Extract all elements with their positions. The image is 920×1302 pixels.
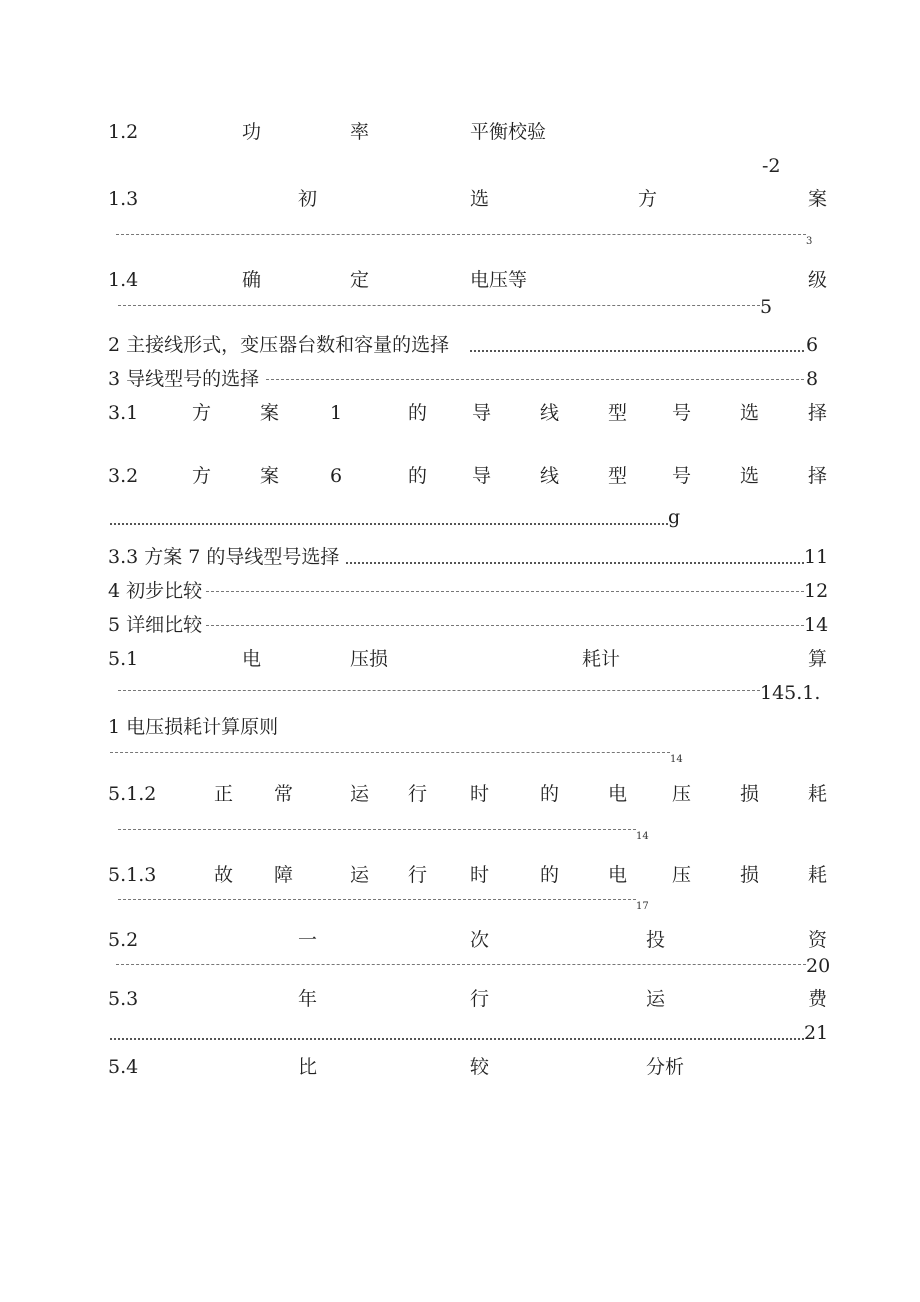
toc-entry-5-1-1-page: 14	[670, 754, 683, 765]
toc-entry-5-2-text: 投	[646, 929, 666, 951]
toc-entry-5-1-3-text: 损	[740, 864, 760, 886]
toc-entry-5-1-3-page: 17	[636, 901, 649, 912]
toc-entry-1-3-page: 3	[806, 236, 813, 247]
toc-entry-1-3-text: 案	[808, 188, 828, 210]
toc-entry-3-2-text: 案	[260, 465, 280, 487]
toc-entry-5-1-2-text: 压	[672, 783, 692, 805]
toc-entry-3-2-text: 方	[192, 465, 212, 487]
toc-entry-5-1-2-text: 正	[214, 783, 234, 805]
toc-entry-5-3-text: 行	[470, 988, 490, 1010]
toc-entry-2-text: 2 主接线形式，变压器台数和容量的选择	[108, 334, 450, 356]
toc-entry-5-4-text: 分析	[646, 1056, 685, 1078]
toc-entry-5-3-page: 21	[804, 1022, 829, 1044]
toc-entry-5-1-2-text: 运	[350, 783, 370, 805]
toc-entry-3-1-text: 择	[808, 402, 828, 424]
toc-entry-5-1-3-text: 行	[408, 864, 428, 886]
toc-entry-5-1-2-number: 5.1.2	[108, 783, 157, 805]
toc-entry-5-1-3-text: 耗	[808, 864, 828, 886]
toc-leader	[118, 305, 760, 306]
toc-entry-1-3-text: 方	[638, 188, 658, 210]
toc-entry-3-1-number: 3.1	[108, 402, 139, 424]
toc-entry-5-3-text: 年	[298, 988, 318, 1010]
toc-entry-1-4-page: 5	[760, 296, 773, 318]
toc-entry-3-page: 8	[806, 368, 819, 390]
toc-entry-5-2-page: 20	[806, 955, 831, 977]
toc-leader	[110, 523, 668, 525]
toc-entry-5-1-text: 电	[242, 648, 262, 670]
toc-entry-5-4-text: 较	[470, 1056, 490, 1078]
toc-entry-3-2-page: g	[668, 506, 681, 528]
toc-entry-5-2-text: 资	[808, 929, 828, 951]
toc-entry-3-1-text: 型	[608, 402, 628, 424]
toc-leader	[266, 379, 804, 380]
toc-entry-5-1-2-text: 时	[470, 783, 490, 805]
toc-entry-1-2-text: 功	[242, 121, 262, 143]
toc-entry-3-2-text: 择	[808, 465, 828, 487]
toc-entry-2-page: 6	[806, 334, 819, 356]
toc-entry-5-1-3-text: 压	[672, 864, 692, 886]
toc-entry-5-3-text: 运	[646, 988, 666, 1010]
toc-entry-1-4-text: 电压等	[470, 269, 528, 291]
toc-leader	[118, 899, 636, 900]
toc-entry-3-3-page: 11	[804, 546, 829, 568]
toc-entry-1-3-number: 1.3	[108, 188, 139, 210]
toc-entry-1-2-page: -2	[762, 155, 781, 177]
toc-entry-5-1-2-text: 损	[740, 783, 760, 805]
toc-entry-3-1-text: 号	[672, 402, 692, 424]
toc-entry-1-3-text: 初	[298, 188, 318, 210]
toc-entry-5-1-text: 耗计	[582, 648, 621, 670]
toc-entry-5-1-text: 算	[808, 648, 828, 670]
toc-leader	[116, 234, 806, 235]
toc-entry-5-page: 14	[804, 614, 829, 636]
toc-entry-5-1-2-text: 的	[540, 783, 560, 805]
toc-entry-1-4-number: 1.4	[108, 269, 139, 291]
toc-entry-5-2-number: 5.2	[108, 929, 139, 951]
toc-leader	[118, 690, 760, 691]
toc-entry-1-2-text: 平衡校验	[470, 121, 547, 143]
toc-entry-3-2-text: 线	[540, 465, 560, 487]
toc-entry-5-1-text: 压损	[350, 648, 389, 670]
toc-entry-1-4-text: 确	[242, 269, 262, 291]
toc-entry-5-1-3-text: 电	[608, 864, 628, 886]
toc-entry-4-text: 4 初步比较	[108, 580, 203, 602]
toc-entry-1-2-number: 1.2	[108, 121, 139, 143]
toc-entry-1-4-text: 定	[350, 269, 370, 291]
toc-entry-5-1-3-text: 障	[274, 864, 294, 886]
toc-entry-3-2-text: 选	[740, 465, 760, 487]
toc-leader	[118, 829, 636, 830]
toc-entry-3-1-text: 1	[330, 402, 343, 424]
toc-entry-5-1-1-text: 1 电压损耗计算原则	[108, 716, 279, 738]
toc-entry-3-1-text: 导	[472, 402, 492, 424]
toc-entry-5-text: 5 详细比较	[108, 614, 203, 636]
toc-entry-3-text: 3 导线型号的选择	[108, 368, 260, 390]
toc-leader	[206, 625, 804, 626]
toc-entry-5-4-number: 5.4	[108, 1056, 139, 1078]
toc-entry-5-1-2-text: 常	[274, 783, 294, 805]
toc-leader	[206, 591, 804, 592]
toc-entry-5-1-page: 145.1.	[760, 682, 821, 704]
toc-entry-3-1-text: 选	[740, 402, 760, 424]
toc-entry-3-2-text: 6	[330, 465, 343, 487]
toc-entry-4-page: 12	[804, 580, 829, 602]
toc-entry-3-2-text: 号	[672, 465, 692, 487]
toc-entry-5-1-3-text: 运	[350, 864, 370, 886]
toc-entry-5-3-text: 费	[808, 988, 828, 1010]
toc-entry-5-1-2-text: 耗	[808, 783, 828, 805]
toc-leader	[116, 964, 806, 965]
toc-entry-5-1-number: 5.1	[108, 648, 139, 670]
toc-entry-3-2-text: 型	[608, 465, 628, 487]
toc-leader	[110, 1038, 804, 1040]
toc-leader	[346, 562, 804, 564]
toc-entry-1-4-text: 级	[808, 269, 828, 291]
toc-entry-5-2-text: 一	[298, 929, 318, 951]
toc-entry-3-2-text: 导	[472, 465, 492, 487]
toc-entry-5-3-number: 5.3	[108, 988, 139, 1010]
toc-leader	[110, 752, 670, 753]
toc-entry-5-1-3-text: 的	[540, 864, 560, 886]
toc-entry-5-1-3-number: 5.1.3	[108, 864, 157, 886]
toc-entry-5-1-2-text: 电	[608, 783, 628, 805]
toc-entry-5-1-2-page: 14	[636, 831, 649, 842]
toc-entry-5-4-text: 比	[298, 1056, 318, 1078]
toc-entry-3-3-text: 3.3 方案 7 的导线型号选择	[108, 546, 340, 568]
toc-entry-3-2-number: 3.2	[108, 465, 139, 487]
toc-leader	[470, 350, 804, 352]
toc-entry-3-1-text: 的	[408, 402, 428, 424]
toc-entry-3-1-text: 案	[260, 402, 280, 424]
toc-entry-3-1-text: 线	[540, 402, 560, 424]
toc-entry-1-3-text: 选	[470, 188, 490, 210]
toc-entry-1-2-text: 率	[350, 121, 370, 143]
toc-entry-5-1-3-text: 故	[214, 864, 234, 886]
toc-entry-3-1-text: 方	[192, 402, 212, 424]
toc-entry-5-1-3-text: 时	[470, 864, 490, 886]
toc-entry-5-2-text: 次	[470, 929, 490, 951]
toc-entry-3-2-text: 的	[408, 465, 428, 487]
toc-entry-5-1-2-text: 行	[408, 783, 428, 805]
